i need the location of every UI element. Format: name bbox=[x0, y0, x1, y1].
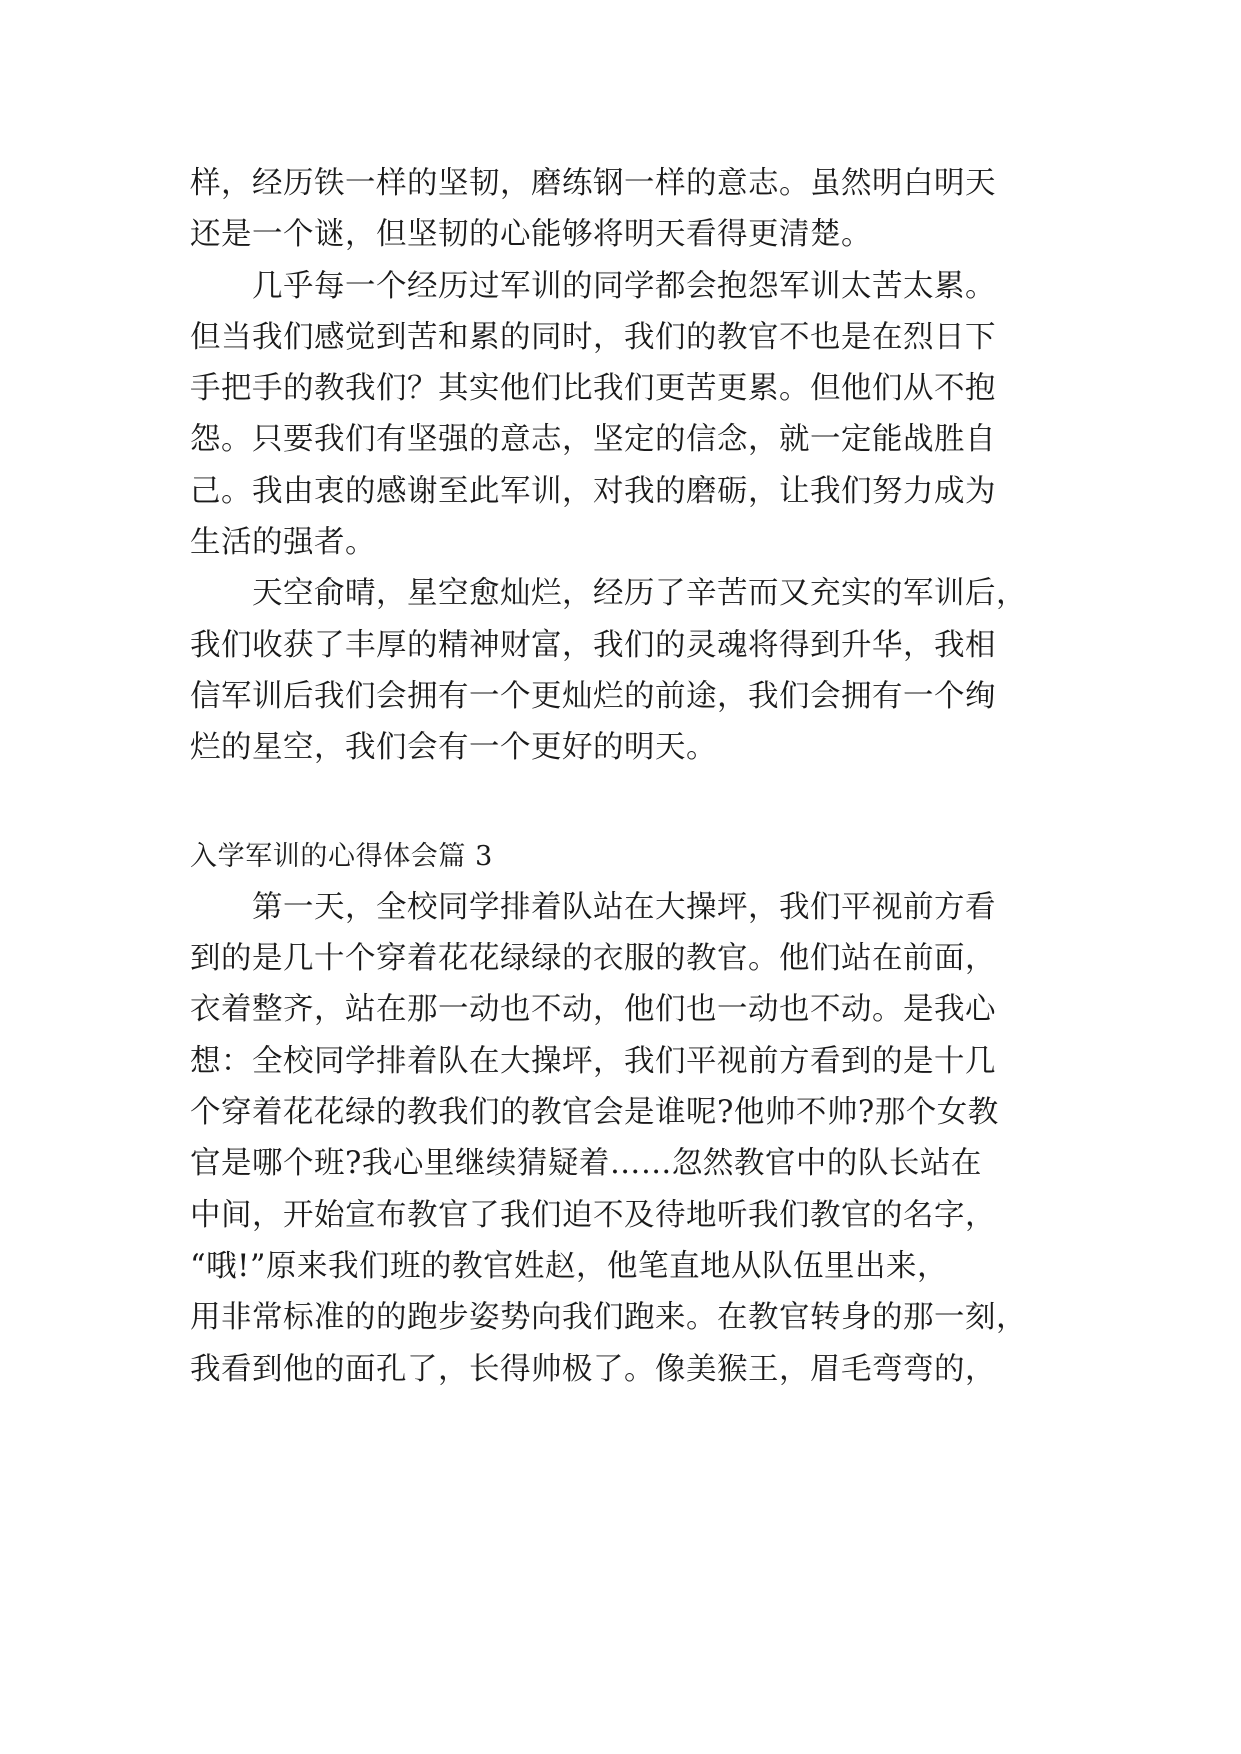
text-line: 信军训后我们会拥有一个更灿烂的前途，我们会拥有一个绚 bbox=[190, 678, 996, 714]
text-line: 个穿着花花绿的教我们的教官会是谁呢?他帅不帅?那个女教 bbox=[190, 1095, 999, 1131]
text-line: 中间，开始宣布教官了我们迫不及待地听我们教官的名字， bbox=[190, 1197, 996, 1233]
section-heading: 入学军训的心得体会篇 3 bbox=[190, 840, 493, 872]
text-line: 我们收获了丰厚的精神财富，我们的灵魂将得到升华，我相 bbox=[190, 627, 996, 663]
text-line: 天空俞晴，星空愈灿烂，经历了辛苦而又充实的军训后， bbox=[190, 576, 1027, 612]
document-body bbox=[190, 158, 1070, 1395]
text-line: 想：全校同学排着队在大操坪，我们平视前方看到的是十几 bbox=[190, 1043, 996, 1079]
continuation-paragraph bbox=[190, 158, 1070, 261]
paragraph-complaints bbox=[190, 261, 1070, 569]
text-line: 几乎每一个经历过军训的同学都会抱怨军训太苦太累。 bbox=[190, 268, 996, 304]
text-line: 到的是几十个穿着花花绿绿的衣服的教官。他们站在前面， bbox=[190, 941, 996, 977]
text-line: 衣着整齐，站在那一动也不动，他们也一动也不动。是我心 bbox=[190, 992, 996, 1028]
paragraph-starry-sky bbox=[190, 568, 1070, 773]
text-line: 官是哪个班?我心里继续猜疑着……忽然教官中的队长站在 bbox=[190, 1146, 982, 1182]
text-line: 己。我由衷的感谢至此军训，对我的磨砺，让我们努力成为 bbox=[190, 473, 996, 509]
text-line: 用非常标准的的跑步姿势向我们跑来。在教官转身的那一刻， bbox=[190, 1300, 1027, 1336]
text-line: 样，经历铁一样的坚韧，磨练钢一样的意志。虽然明白明天 bbox=[190, 166, 996, 201]
section-spacer bbox=[190, 774, 1070, 831]
text-line: 烂的星空，我们会有一个更好的明天。 bbox=[190, 730, 717, 766]
text-line: 生活的强者。 bbox=[190, 525, 376, 561]
text-line: 手把手的教我们？其实他们比我们更苦更累。但他们从不抱 bbox=[190, 371, 996, 407]
paragraph-first-day bbox=[190, 882, 1070, 1395]
text-line: 怨。只要我们有坚强的意志，坚定的信念，就一定能战胜自 bbox=[190, 422, 996, 458]
text-line: 还是一个谜，但坚韧的心能够将明天看得更清楚。 bbox=[190, 217, 872, 253]
text-line: “哦!”原来我们班的教官姓赵，他笔直地从队伍里出来， bbox=[190, 1248, 948, 1284]
text-line: 我看到他的面孔了，长得帅极了。像美猴王，眉毛弯弯的， bbox=[190, 1351, 996, 1387]
text-line: 但当我们感觉到苦和累的同时，我们的教官不也是在烈日下 bbox=[190, 319, 996, 355]
text-line: 第一天，全校同学排着队站在大操坪，我们平视前方看 bbox=[190, 889, 996, 925]
